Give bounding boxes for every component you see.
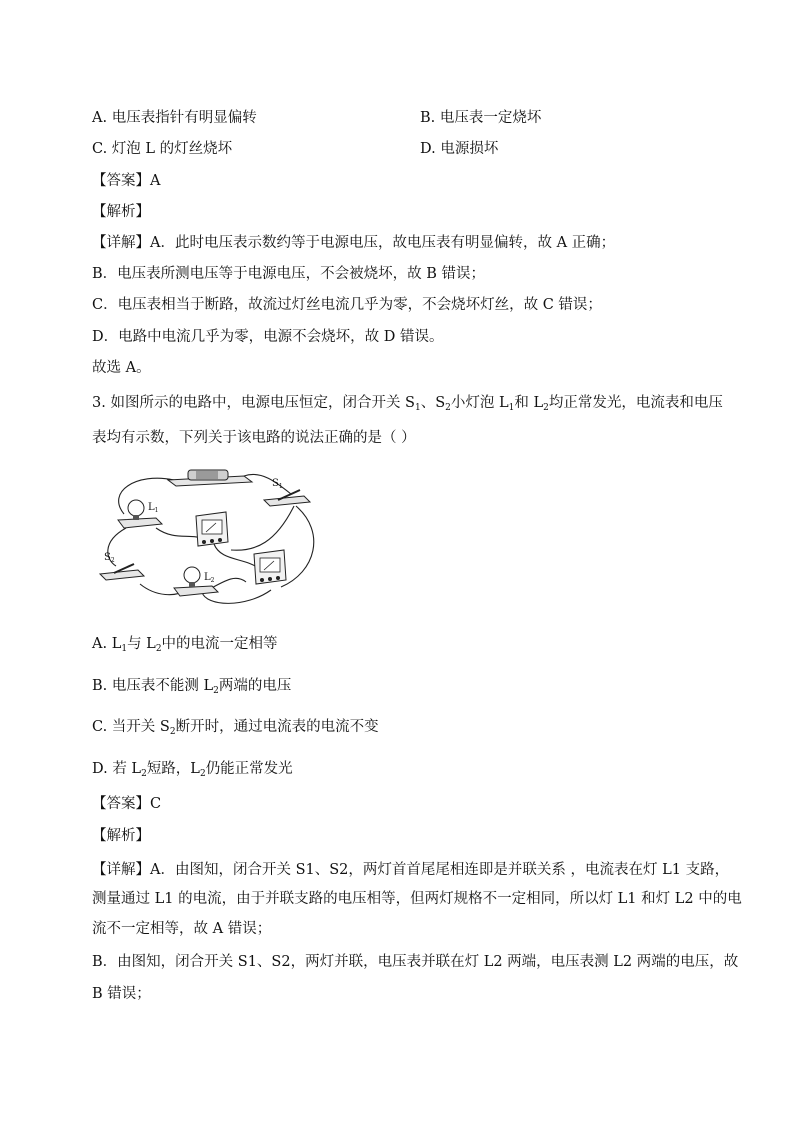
q2-detail-4: D．电路中电流几乎为零，电源不会烧坏，故 D 错误。 xyxy=(92,329,444,345)
q3-option-b: B. 电压表不能测 $L_2$两端的电压 xyxy=(92,678,292,696)
q3-option-c: C. 当开关 $S_2$断开时，通过电流表的电流不变 xyxy=(92,719,379,737)
q2-conclusion: 故选 A。 xyxy=(92,360,151,376)
wire xyxy=(231,506,294,550)
svg-text:L2: $L_2$ xyxy=(204,572,215,584)
q3-stem-line-2: 表均有示数，下列关于该电路的说法正确的是（ ） xyxy=(92,430,416,446)
battery-holder xyxy=(168,470,252,486)
q2-option-a: A. 电压表指针有明显偏转 xyxy=(92,110,257,126)
wire xyxy=(244,474,291,494)
lamp-l2 xyxy=(174,567,218,596)
q3-detail-4: B．由图知，闭合开关 S1、S2，两灯并联，电压表并联在灯 L2 两端，电压表测 L2 两端的电压，故 xyxy=(92,954,739,970)
q2-option-d: D. 电源损坏 xyxy=(420,141,499,157)
q2-option-c: C. 灯泡 L 的灯丝烧坏 xyxy=(92,141,233,157)
q3-stem-line-1: 3. 如图所示的电路中，电源电压恒定，闭合开关 $S_1$、$S_2$小灯泡 $L_1$和 $L_2$均正常发光，电流表和电压 xyxy=(92,395,723,413)
ammeter xyxy=(196,512,228,546)
q3-detail-3: 流不一定相等，故 A 错误； xyxy=(92,921,272,937)
wire xyxy=(119,478,174,514)
svg-text:S2: $S_2$ xyxy=(104,552,115,564)
q2-detail-3: C．电压表相当于断路，故流过灯丝电流几乎为零，不会烧坏灯丝，故 C 错误； xyxy=(92,297,602,313)
q2-option-b: B. 电压表一定烧坏 xyxy=(420,110,542,126)
q2-detail-2: B．电压表所测电压等于电源电压，不会被烧坏，故 B 错误； xyxy=(92,266,486,282)
lamp-l1 xyxy=(118,500,162,528)
q3-detail-5: B 错误； xyxy=(92,986,151,1002)
q3-option-a: A. $L_1$与 $L_2$中的电流一定相等 xyxy=(92,636,278,654)
q3-analysis-title: 【解析】 xyxy=(92,828,150,844)
circuit-diagram xyxy=(96,462,316,610)
q3-answer: 【答案】C xyxy=(92,796,162,812)
q2-answer: 【答案】A xyxy=(92,173,161,189)
q3-detail-2: 测量通过 L1 的电流，由于并联支路的电压相等，但两灯规格不一定相同，所以灯 L1 和灯 L2 中的电 xyxy=(92,891,742,907)
q2-detail-1: 【详解】A．此时电压表示数约等于电源电压，故电压表有明显偏转，故 A 正确； xyxy=(92,235,616,251)
q3-option-d: D. 若 $L_2$短路，$L_2$仍能正常发光 xyxy=(92,761,293,779)
svg-text:S1: $S_1$ xyxy=(272,478,283,490)
svg-text:L1: $L_1$ xyxy=(148,502,159,514)
switch-s1 xyxy=(264,478,310,506)
voltmeter xyxy=(254,550,286,584)
q2-analysis-title: 【解析】 xyxy=(92,204,150,220)
switch-s2 xyxy=(100,552,144,580)
q3-detail-1: 【详解】A．由图知，闭合开关 S1、S2，两灯首首尾尾相连即是并联关系 ，电流表在灯 L1 支路， xyxy=(92,862,730,878)
